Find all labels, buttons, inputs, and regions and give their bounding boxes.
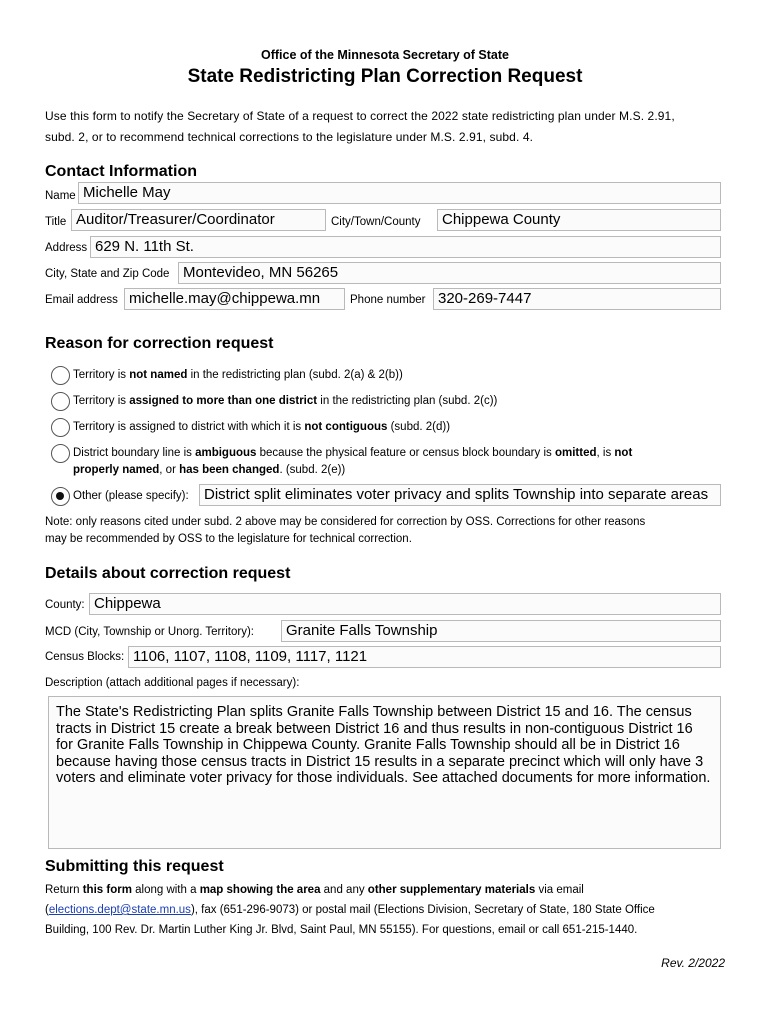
opt4-text-h: , or (159, 464, 180, 476)
csz-field[interactable]: Montevideo, MN 56265 (178, 262, 721, 284)
csz-label: City, State and Zip Code (45, 268, 170, 280)
mcd-label: MCD (City, Township or Unorg. Territory): (45, 626, 254, 638)
submit-text-h: ( (45, 904, 49, 916)
name-field[interactable]: Michelle May (78, 182, 721, 204)
email-field[interactable]: michelle.may@chippewa.mn (124, 288, 345, 310)
reason-radio-not-contiguous[interactable] (51, 418, 70, 437)
county-label: County: (45, 599, 85, 611)
submit-text-a: Return (45, 884, 83, 896)
reason-option-ambiguous (73, 445, 733, 479)
county-field[interactable]: Chippewa (89, 593, 721, 615)
opt4-text-a: District boundary line is (73, 447, 196, 459)
intro-text (45, 106, 735, 148)
submit-text-g: via email (535, 884, 584, 896)
census-blocks-field[interactable]: 1106, 1107, 1108, 1109, 1117, 1121 (128, 646, 721, 668)
revision-date: Rev. 2/2022 (661, 956, 725, 970)
reason-heading: Reason for correction request (45, 335, 274, 352)
reason-option-multiple-districts (73, 393, 497, 410)
name-label: Name (45, 190, 76, 202)
office-name: Office of the Minnesota Secretary of State (261, 48, 509, 62)
other-reason-field[interactable]: District split eliminates voter privacy and splits Township into separate areas (199, 484, 721, 506)
address-field[interactable]: 629 N. 11th St. (90, 236, 721, 258)
opt1-text-c: in the redistricting plan (subd. 2(a) & 2(b)) (187, 369, 403, 381)
opt3-text-c: (subd. 2(d)) (387, 421, 451, 433)
census-blocks-label: Census Blocks: (45, 651, 125, 663)
note-line-1: Note: only reasons cited under subd. 2 above may be considered for correction by OSS. Corrections for other reasons (45, 516, 646, 528)
email-label: Email address (45, 294, 118, 306)
opt4-text-f: not (614, 447, 633, 459)
title-field[interactable]: Auditor/Treasurer/Coordinator (71, 209, 326, 231)
reason-radio-other[interactable] (51, 487, 70, 506)
submit-text-j: Building, 100 Rev. Dr. Martin Luther King Jr. Blvd, Saint Paul, MN 55155). For questions, email or call 651-215-1440. (45, 924, 638, 936)
submit-text-e: and any (320, 884, 368, 896)
opt3-text-a: Territory is assigned to district with which it is (73, 421, 305, 433)
opt4-text-j: . (subd. 2(e)) (279, 464, 346, 476)
opt1-text-b: not named (129, 369, 188, 381)
mcd-field[interactable]: Granite Falls Township (281, 620, 721, 642)
reason-option-not-contiguous (73, 419, 450, 436)
opt2-text-b: assigned to more than one district (129, 395, 318, 407)
opt2-text-a: Territory is (73, 395, 130, 407)
phone-field[interactable]: 320-269-7447 (433, 288, 721, 310)
submit-text-c: along with a (131, 884, 200, 896)
reason-note (45, 514, 735, 548)
description-label: Description (attach additional pages if necessary): (45, 677, 300, 689)
submit-text-d: map showing the area (199, 884, 321, 896)
reason-radio-not-named[interactable] (51, 366, 70, 385)
reason-radio-multiple-districts[interactable] (51, 392, 70, 411)
city-label: City/Town/County (331, 216, 421, 228)
opt4-text-i: has been changed (179, 464, 280, 476)
opt4-text-e: , is (596, 447, 615, 459)
details-heading: Details about correction request (45, 565, 291, 582)
note-line-2: may be recommended by OSS to the legislature for technical correction. (45, 533, 412, 545)
submit-text-b: this form (82, 884, 132, 896)
city-field[interactable]: Chippewa County (437, 209, 721, 231)
opt1-text-a: Territory is (73, 369, 130, 381)
reason-option-not-named (73, 367, 403, 384)
submit-text-i: ), fax (651-296-9073) or postal mail (Elections Division, Secretary of State, 180 State Office (190, 904, 655, 916)
submit-heading: Submitting this request (45, 858, 224, 875)
submit-instructions (45, 880, 745, 940)
opt3-text-b: not contiguous (304, 421, 388, 433)
submit-text-f: other supplementary materials (367, 884, 536, 896)
address-label: Address (45, 242, 88, 254)
page-title: State Redistricting Plan Correction Request (187, 66, 583, 87)
reason-option-other-label: Other (please specify): (73, 490, 189, 502)
intro-line-2: subd. 2, or to recommend technical corrections to the legislature under M.S. 2.91, subd. 4. (45, 130, 534, 144)
title-label: Title (45, 216, 67, 228)
opt4-text-d: omitted (554, 447, 597, 459)
phone-label: Phone number (350, 294, 426, 306)
email-link[interactable]: elections.dept@state.mn.us (48, 904, 191, 916)
intro-line-1: Use this form to notify the Secretary of State of a request to correct the 2022 state redistricting plan under M.S. 2.91, (45, 109, 675, 123)
opt2-text-c: in the redistricting plan (subd. 2(c)) (317, 395, 498, 407)
contact-heading: Contact Information (45, 163, 197, 180)
opt4-text-c: because the physical feature or census block boundary is (256, 447, 555, 459)
opt4-text-b: ambiguous (195, 447, 257, 459)
reason-radio-ambiguous[interactable] (51, 444, 70, 463)
description-textarea[interactable]: The State's Redistricting Plan splits Granite Falls Township between District 15 and 16. The census tracts in District 15 create a break between District 16 and thus results in non-contiguous District 16 for Granite Falls Township in Chippewa County. Granite Falls Township should all be in District 16 because having those census tracts in District 15 results in a separate precinct which will only have 3 voters and eliminate voter privacy for those individuals. See attached documents for more information. (48, 696, 721, 849)
opt4-text-g: properly named (73, 464, 160, 476)
